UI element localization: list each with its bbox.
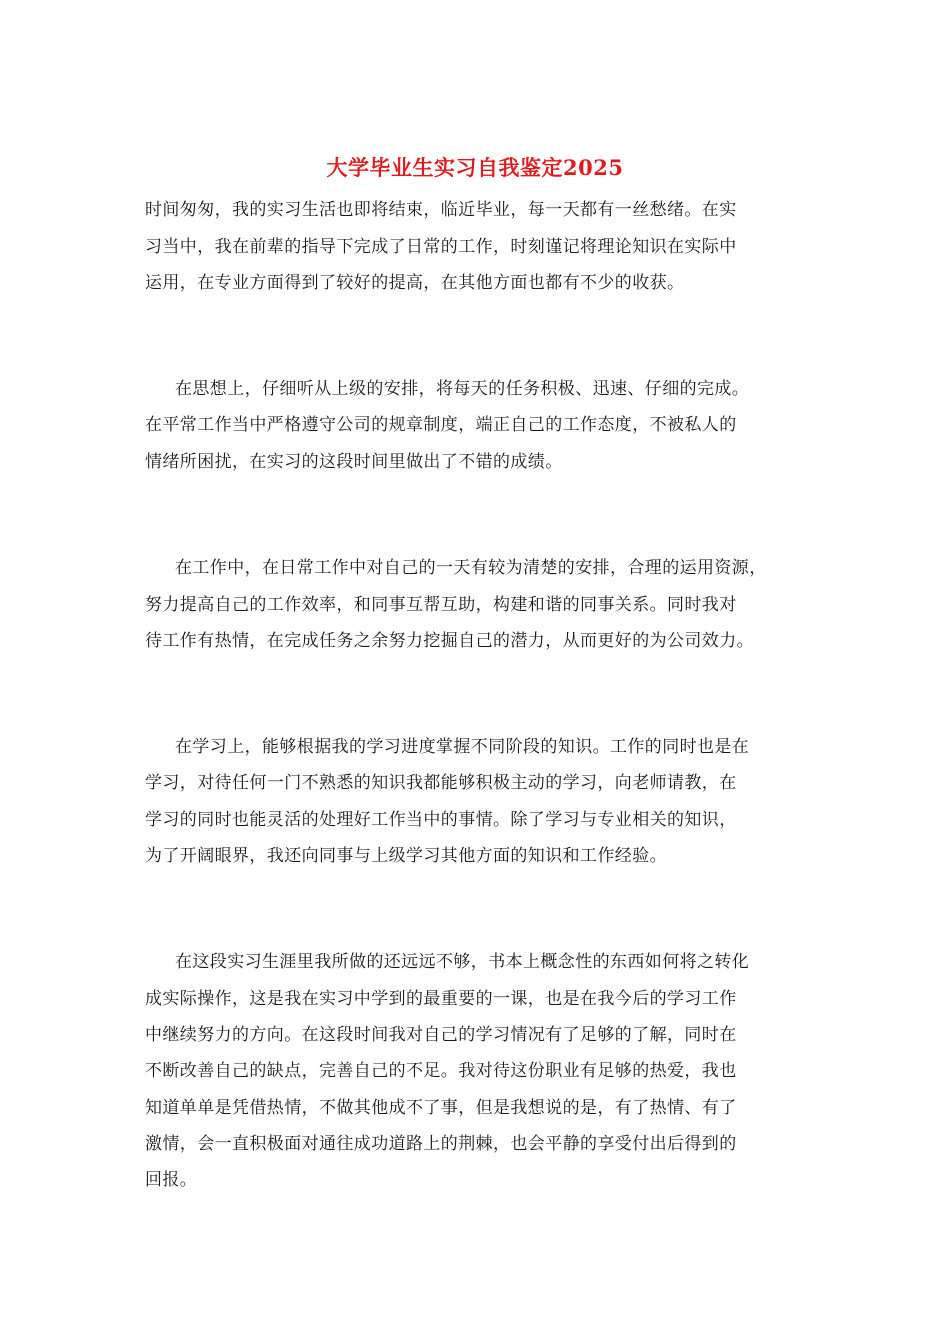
paragraph-5-line-3: 中继续努力的方向。在这段时间我对自己的学习情况有了足够的了解，同时在 xyxy=(145,1025,737,1045)
paragraph-1-line-2: 习当中，我在前辈的指导下完成了日常的工作，时刻谨记将理论知识在实际中 xyxy=(145,237,737,257)
paragraph-4-line-4: 为了开阔眼界，我还向同事与上级学习其他方面的知识和工作经验。 xyxy=(145,846,667,866)
paragraph-3-line-2: 努力提高自己的工作效率，和同事互帮互助，构建和谐的同事关系。同时我对 xyxy=(145,595,737,615)
paragraph-5-line-7: 回报。 xyxy=(145,1170,198,1190)
paragraph-2-line-3: 情绪所困扰，在实习的这段时间里做出了不错的成绩。 xyxy=(145,452,563,472)
paragraph-3-line-3: 待工作有热情，在完成任务之余努力挖掘自己的潜力，从而更好的为公司效力。 xyxy=(145,631,754,651)
paragraph-2-line-2: 在平常工作当中严格遵守公司的规章制度，端正自己的工作态度，不被私人的 xyxy=(145,415,737,435)
paragraph-4-line-3: 学习的同时也能灵活的处理好工作当中的事情。除了学习与专业相关的知识， xyxy=(145,810,737,830)
paragraph-3-line-1: 在工作中，在日常工作中对自己的一天有较为清楚的安排，合理的运用资源， xyxy=(175,558,767,578)
paragraph-4-line-1: 在学习上，能够根据我的学习进度掌握不同阶段的知识。工作的同时也是在 xyxy=(175,737,750,757)
paragraph-2-line-1: 在思想上，仔细听从上级的安排，将每天的任务积极、迅速、仔细的完成。 xyxy=(175,379,750,399)
paragraph-1-line-1: 时间匆匆，我的实习生活也即将结束，临近毕业，每一天都有一丝愁绪。在实 xyxy=(145,200,737,220)
paragraph-5-line-1: 在这段实习生涯里我所做的还远远不够，书本上概念性的东西如何将之转化 xyxy=(175,952,750,972)
paragraph-1-line-3: 运用，在专业方面得到了较好的提高，在其他方面也都有不少的收获。 xyxy=(145,273,685,293)
paragraph-5-line-6: 激情，会一直积极面对通往成功道路上的荆棘，也会平静的享受付出后得到的 xyxy=(145,1134,737,1154)
paragraph-5-line-4: 不断改善自己的缺点，完善自己的不足。我对待这份职业有足够的热爱，我也 xyxy=(145,1061,737,1081)
paragraph-4-line-2: 学习，对待任何一门不熟悉的知识我都能够积极主动的学习，向老师请教，在 xyxy=(145,773,737,793)
paragraph-5-line-2: 成实际操作，这是我在实习中学到的最重要的一课，也是在我今后的学习工作 xyxy=(145,989,737,1009)
paragraph-5-line-5: 知道单单是凭借热情，不做其他成不了事，但是我想说的是，有了热情、有了 xyxy=(145,1098,737,1118)
document-title: 大学毕业生实习自我鉴定2025 xyxy=(326,155,624,180)
